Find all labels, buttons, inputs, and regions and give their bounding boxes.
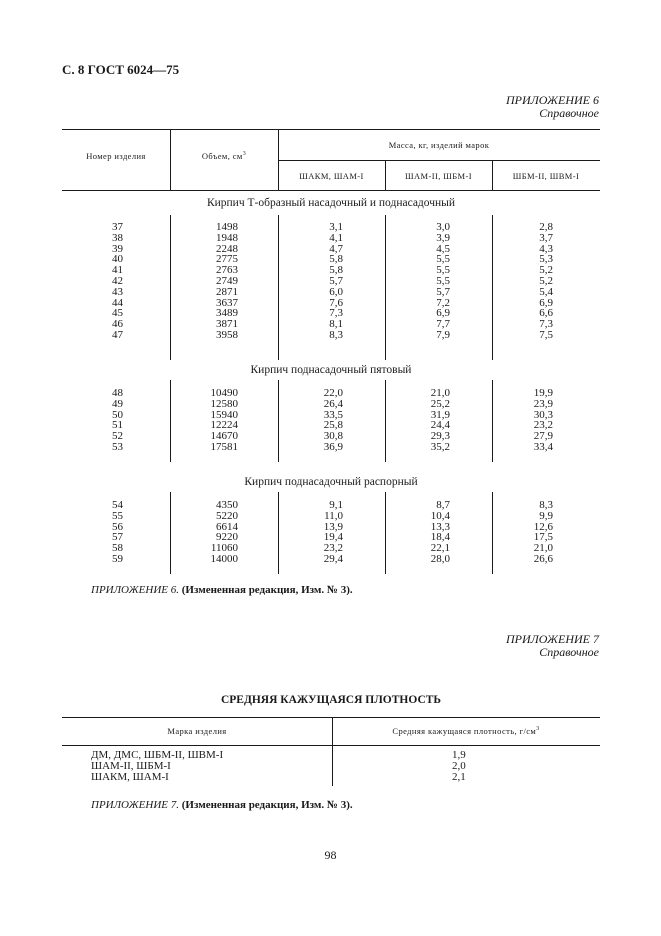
table-cell: 7,9 [436,329,450,341]
table-cell: 41 [112,264,123,277]
table-cell: 2,0 [452,759,466,772]
table-cell: 21,0 [430,387,450,399]
table-cell: 2,1 [452,770,466,783]
page-number: 98 [324,848,337,862]
table-cell: 48 [112,387,123,399]
table-cell: 31,9 [430,408,450,421]
table-cell: 13,3 [430,520,450,533]
table-cell: 53 [112,441,123,453]
table-cell: 55 [112,509,123,522]
table-cell: 8,3 [329,329,343,341]
table-cell: 59 [112,553,123,565]
table-cell: 19,4 [323,531,343,544]
table-cell: 24,4 [430,419,450,432]
table-cell: 12224 [210,419,238,432]
table-cell: 11,0 [324,509,343,522]
table-cell: 8,7 [436,499,450,511]
table-cell: 51 [112,419,123,432]
table-cell: 4,5 [436,242,450,255]
appendix-7-label [506,633,599,659]
table-cell: 23,2 [533,419,553,432]
col-header-density: Средняя кажущаяся плотность, $г/см^3$ [392,726,540,736]
col-header-brand: Марка изделия [167,726,227,736]
col-header-number: Номер изделия [86,151,146,161]
table-cell: 2871 [216,285,238,298]
table-cell: 3,0 [436,221,450,233]
table-cell: 36,9 [323,441,343,453]
table-cell: 37 [112,221,123,233]
table-cell: 6,9 [436,307,450,320]
table-cell: 7,2 [436,296,450,309]
page-header: С. 8 ГОСТ 6024—75 [62,62,180,77]
appendix-6-label [506,94,599,120]
col-header-volume: Объем, $см^3$ [201,151,247,161]
table-cell: 49 [112,397,123,410]
table-cell: 6,9 [539,296,553,309]
table-cell: 5,5 [436,275,450,287]
table-cell: 44 [112,296,123,309]
table-cell: 42 [112,275,123,287]
appendix-7-title: ПРИЛОЖЕНИЕ 7 [506,632,599,646]
table-cell: 5,8 [329,253,343,266]
table-cell: 58 [112,542,123,555]
table-cell: 4350 [216,499,238,511]
table-cell: 5,3 [539,253,553,266]
appendix-6-note: ПРИЛОЖЕНИЕ 6. (Измененная редакция, Изм. № 3). [91,584,353,596]
table-cell: 17,5 [533,531,553,544]
table-cell: 12,6 [533,520,553,533]
table-cell: 6,6 [539,307,553,320]
table-cell: 45 [112,307,123,320]
table-cell: 43 [112,285,123,298]
table-cell: 5,5 [436,253,450,266]
table-cell: 12580 [210,397,238,410]
table-cell: 2749 [216,275,238,287]
table-cell: 11060 [210,542,238,555]
table-cell: 5,7 [329,275,343,287]
table-cell: 40 [112,253,123,266]
table-cell: 1,9 [452,749,466,761]
table-cell: 26,4 [323,397,343,410]
table-cell: 22,0 [323,387,343,399]
table-cell: 15940 [210,408,238,421]
table-cell: 14000 [210,553,238,565]
table-cell: 19,9 [533,387,553,399]
table-cell: 3871 [216,318,238,331]
table-cell: 18,4 [430,531,450,544]
table-cell: 21,0 [533,542,553,555]
table-cell: 3,1 [329,221,343,233]
table-cell: 5,5 [436,264,450,277]
table-cell: 57 [112,531,123,544]
table-cell: 2,8 [539,221,553,233]
table-cell: ШАМ-II, ШБМ-I [91,759,171,772]
appendix-7-note: ПРИЛОЖЕНИЕ 7. (Измененная редакция, Изм. № 3). [91,799,353,811]
section-title: Кирпич поднасадочный пятовый [250,364,412,376]
table-cell: 35,2 [430,441,450,453]
col-header-brand-1: ШАКМ, ШАМ-I [299,171,364,181]
col-header-brand-3: ШБМ-II, ШВМ-I [512,171,580,181]
table-cell: 27,9 [533,430,553,443]
table-cell: 5,4 [539,285,553,298]
table-cell: 39 [112,242,123,255]
table-cell: 30,8 [323,430,343,443]
appendix-7-subtitle: Справочное [539,645,599,659]
table-cell: 46 [112,318,123,331]
table-cell: 38 [112,231,123,244]
table-cell: 2248 [216,242,238,255]
table-cell: ДМ, ДМС, ШБМ-II, ШВМ-I [91,749,224,761]
table-cell: 6,0 [329,285,343,298]
table-cell: 3637 [216,296,238,309]
table-cell: 26,6 [533,553,553,565]
table-cell: 1948 [216,231,238,244]
section-title: Кирпич Т-образный насадочный и поднасадочный [206,197,456,209]
table-cell: 4,3 [539,242,553,255]
table-cell: 56 [112,520,123,533]
table-cell: 3489 [216,307,238,320]
table-cell: 47 [112,329,123,341]
table-cell: 50 [112,408,123,421]
table-cell: 5,2 [539,275,553,287]
col-header-mass: Масса, кг, изделий марок [388,140,490,150]
density-title: СРЕДНЯЯ КАЖУЩАЯСЯ ПЛОТНОСТЬ [220,694,442,706]
table-cell: ШАКМ, ШАМ-I [91,770,169,783]
table-cell: 29,3 [430,430,450,443]
table-cell: 5220 [216,509,238,522]
table-cell: 52 [112,430,123,443]
table-cell: 30,3 [533,408,553,421]
table-cell: 33,5 [323,408,343,421]
table-cell: 9220 [216,531,238,544]
table-cell: 8,3 [539,499,553,511]
table-cell: 22,1 [430,542,450,555]
table-cell: 7,6 [329,296,343,309]
table-cell: 25,8 [323,419,343,432]
table-cell: 9,9 [539,509,553,522]
section-title: Кирпич поднасадочный распорный [244,476,418,488]
table-cell: 7,7 [436,318,450,331]
table-cell: 3958 [216,329,238,341]
table-cell: 3,9 [436,231,450,244]
table-cell: 4,1 [329,231,343,244]
table-cell: 29,4 [323,553,343,565]
table-cell: 25,2 [430,397,450,410]
table-cell: 17581 [210,441,238,453]
table-cell: 5,7 [436,285,450,298]
table-cell: 6614 [216,520,238,533]
table-cell: 33,4 [533,441,553,453]
col-header-brand-2: ШАМ-II, ШБМ-I [405,171,472,181]
table-cell: 13,9 [323,520,343,533]
table-cell: 4,7 [329,242,343,255]
table-cell: 9,1 [329,499,343,511]
table-cell: 23,9 [533,397,553,410]
table-cell: 28,0 [430,553,450,565]
table-cell: 5,8 [329,264,343,277]
table-cell: 2775 [216,253,238,266]
table-cell: 14670 [210,430,238,443]
appendix-6-subtitle: Справочное [539,106,599,120]
table-cell: 10,4 [430,509,450,522]
table-cell: 10490 [210,387,238,399]
table-cell: 2763 [216,264,238,277]
table-cell: 7,3 [329,307,343,320]
table-cell: 3,7 [539,231,553,244]
table-cell: 7,5 [539,329,553,341]
appendix-6-title: ПРИЛОЖЕНИЕ 6 [506,93,599,107]
table-cell: 5,2 [539,264,553,277]
table-cell: 8,1 [329,318,343,331]
table-cell: 1498 [216,221,238,233]
table-cell: 7,3 [539,318,553,331]
table-cell: 54 [112,499,123,511]
table-cell: 23,2 [323,542,343,555]
